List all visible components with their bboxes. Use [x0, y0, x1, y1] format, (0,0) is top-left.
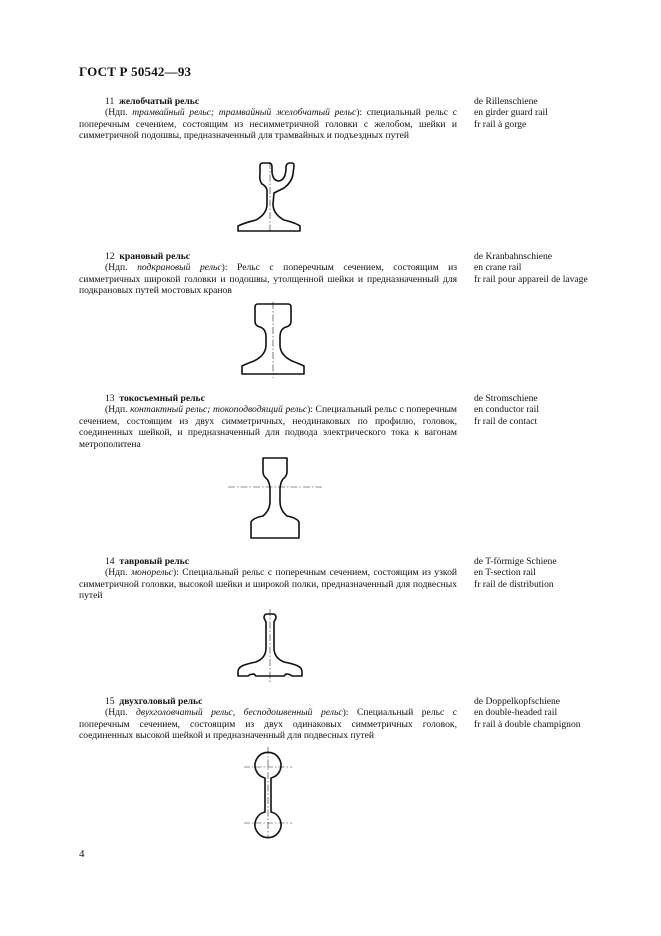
- equiv-de: de Stromschiene: [474, 393, 538, 404]
- term-11: [79, 96, 457, 142]
- term-13: [79, 393, 457, 450]
- syn-prefix: (Ндп.: [105, 262, 138, 274]
- equiv-en: en conductor rail: [474, 404, 539, 416]
- figure-crane-rail: [228, 301, 318, 379]
- equiv-fr: fr rail pour appareil de lavage: [474, 273, 588, 285]
- deprecated-synonyms: подкрановый рельс: [137, 262, 222, 274]
- term-name: двухголовый рельс: [119, 696, 203, 707]
- equiv-de: de Kranbahnschiene: [474, 251, 553, 262]
- page-header: ГОСТ Р 50542—93: [79, 64, 192, 79]
- equiv-fr: fr rail de contact: [474, 415, 538, 427]
- figure-double-headed-rail: [240, 745, 300, 840]
- term-name: тавровый рельс: [119, 556, 189, 567]
- term-number: 11: [105, 96, 115, 107]
- term-definition: ): Специальный рельс с поперечным сечением, состоящим из двух симметричных, неодинаковых по профилю, головок, соединенных шейкой, и предназначенный для подвода электрического тока к вагонам метрополитена: [79, 404, 457, 450]
- figure-grooved-rail: [226, 160, 326, 235]
- term-definition: ): Специальный рельс с поперечным сечением, состоящим из узкой симметричной головки, высокой шейки и широкой полки, предназначенный для подвесных путей: [79, 567, 457, 602]
- equiv-en: en double-headed rail: [474, 707, 558, 719]
- term-number: 12: [105, 251, 115, 262]
- term-name: крановый рельс: [119, 251, 191, 262]
- equiv-en: en girder guard rail: [474, 107, 548, 119]
- equiv-fr: fr rail de distribution: [474, 578, 554, 590]
- syn-prefix: (Ндп.: [105, 707, 137, 719]
- term-definition: ): специальный рельс с поперечным сечением, состоящим из несимметричной головки с желобом, шейки и симметричной подошвы, предназначенный для трамвайных и подъездных путей: [79, 107, 457, 142]
- deprecated-synonyms: двухголовчатый рельс, бесподошвенный рельс: [136, 707, 343, 719]
- page-number: 4: [79, 848, 85, 860]
- term-15: [79, 696, 457, 742]
- term-12-equivalents: [474, 251, 654, 285]
- equiv-de: de Rillenschiene: [474, 96, 538, 107]
- equiv-en: en crane rail: [474, 262, 522, 274]
- term-12: [79, 251, 457, 297]
- deprecated-synonyms: трамвайный рельс; трамвайный желобчатый рельс: [132, 107, 357, 119]
- term-number: 14: [105, 556, 115, 567]
- syn-prefix: (Ндп.: [105, 107, 133, 119]
- deprecated-synonyms: контактный рельс; токоподводящий рельс: [130, 404, 308, 416]
- equiv-fr: fr rail à gorge: [474, 118, 527, 130]
- figure-conductor-rail: [225, 452, 325, 547]
- term-15-equivalents: [474, 696, 654, 730]
- term-14-equivalents: [474, 556, 654, 590]
- term-name: желобчатый рельс: [119, 96, 200, 107]
- term-definition: ): Специальный рельс с поперечным сечением, состоящим из двух одинаковых симметричных головок, соединенных высокой шейкой и предназначенный для подвесных путей: [79, 707, 457, 742]
- term-11-equivalents: [474, 96, 654, 130]
- deprecated-synonyms: монорельс: [130, 567, 174, 579]
- figure-t-section-rail: [228, 606, 318, 684]
- term-name: токосъемный рельс: [119, 393, 205, 404]
- equiv-de: de Doppelkopfschiene: [474, 696, 561, 707]
- syn-prefix: (Ндп.: [105, 567, 131, 579]
- equiv-de: de T-förmige Schiene: [474, 556, 557, 567]
- term-number: 13: [105, 393, 115, 404]
- equiv-fr: fr rail à double champignon: [474, 718, 581, 730]
- syn-prefix: (Ндп.: [105, 404, 131, 416]
- term-number: 15: [105, 696, 115, 707]
- term-14: [79, 556, 457, 602]
- term-13-equivalents: [474, 393, 654, 427]
- equiv-en: en T-section rail: [474, 567, 536, 579]
- term-definition: ): Рельс с поперечным сечением, состоящим из симметричных широкой головки и подошвы, утолщенной шейки и предназначенный для подкрановых путей мостовых кранов: [79, 262, 457, 297]
